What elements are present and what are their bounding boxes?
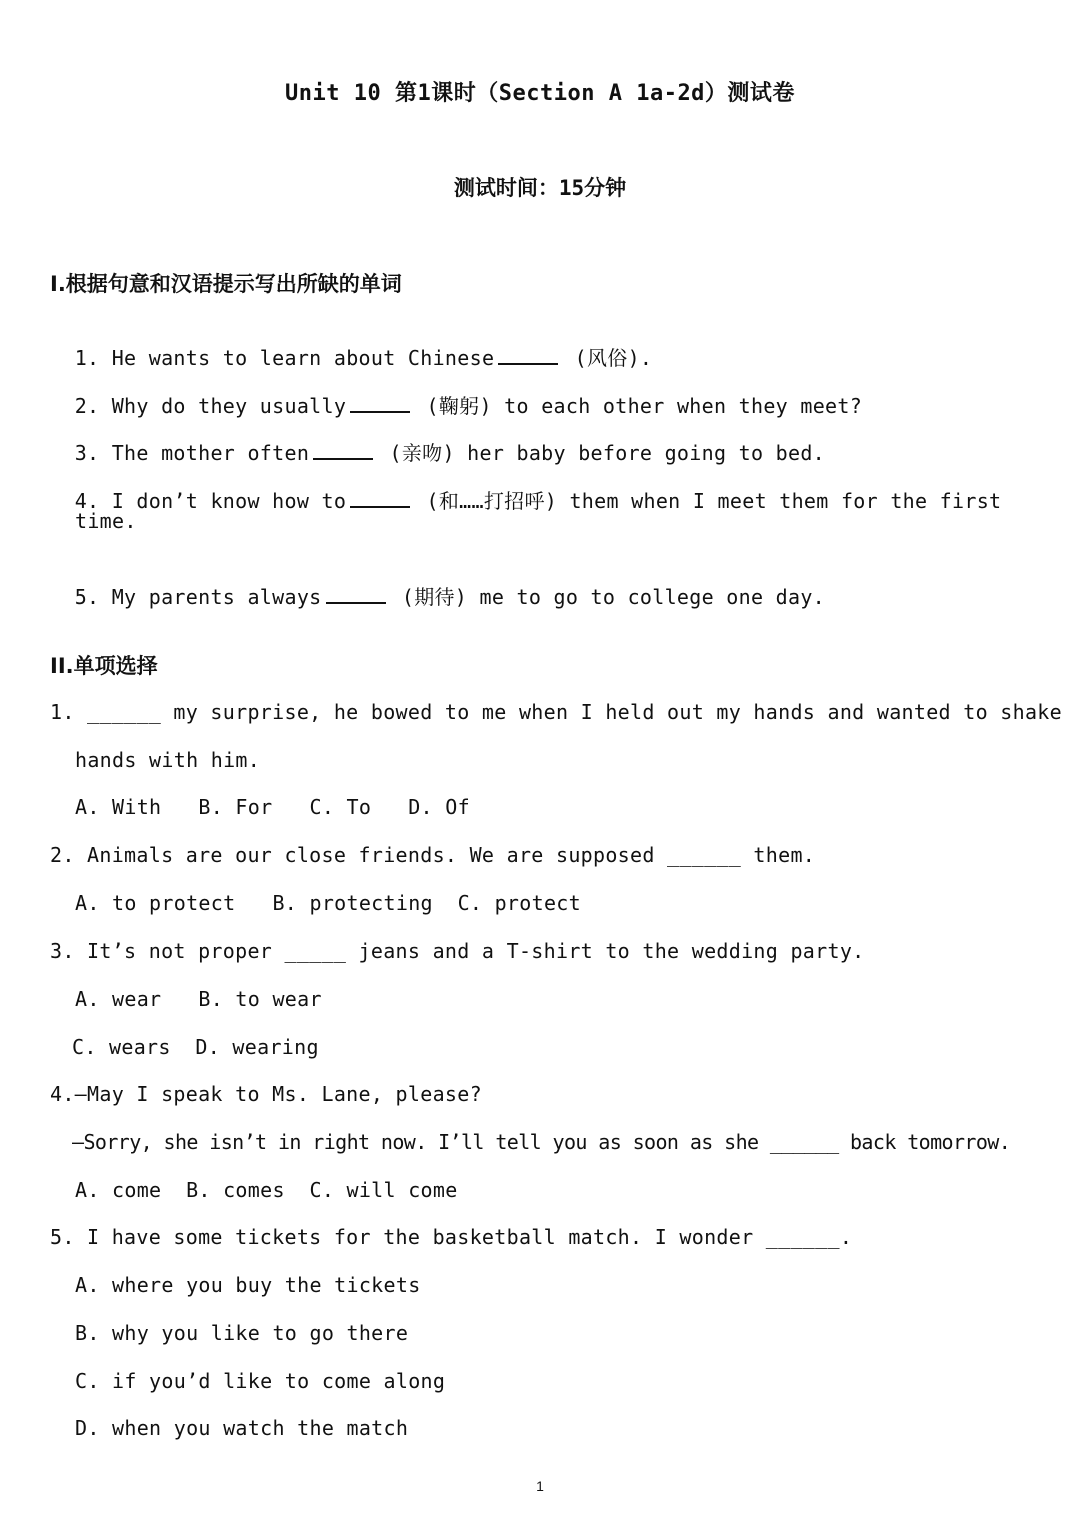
section-2-question-1-continuation: hands with him. (75, 748, 261, 772)
section-2-question-3: 3. It’s not proper _____ jeans and a T-shirt to the wedding party. (50, 939, 865, 963)
section-2-question-2: 2. Animals are our close friends. We are supposed ______ them. (50, 843, 816, 867)
section-2-question-1: 1. ______ my surprise, he bowed to me when I held out my hands and wanted to shake (50, 700, 1062, 724)
section-2-heading: II.单项选择 (50, 654, 158, 678)
question-text: 4. I don’t know how to (74, 489, 347, 513)
page-title: Unit 10 第1课时（Section A 1a-2d）测试卷 (285, 81, 795, 106)
test-time-subtitle: 测试时间：15分钟 (453, 176, 627, 200)
section-2-question-5: 5. I have some tickets for the basketball match. I wonder ______. (50, 1225, 853, 1249)
section-1-question-5 (50, 557, 825, 610)
answer-blank (498, 343, 558, 365)
section-2-question-3-options-2: C. wears D. wearing (72, 1035, 319, 1059)
section-1-question-3 (50, 413, 825, 466)
section-2-question-4-options: A. come B. comes C. will come (75, 1178, 458, 1202)
question-text: 5. My parents always (74, 585, 322, 609)
section-2-question-3-options-1: A. wear B. to wear (75, 987, 322, 1011)
section-2-question-5-option-d: D. when you watch the match (75, 1416, 409, 1440)
section-2-question-5-option-a: A. where you buy the tickets (75, 1273, 421, 1297)
question-text: (期待) me to go to college one day. (389, 585, 826, 609)
section-2-question-4: 4.—May I speak to Ms. Lane, please? (50, 1082, 482, 1106)
section-1-question-4-continuation: time. (75, 509, 137, 533)
answer-blank (350, 486, 410, 508)
question-text: 2. Why do they usually (74, 394, 347, 418)
section-1-question-4 (50, 461, 1001, 514)
section-2-question-1-options: A. With B. For C. To D. Of (75, 795, 470, 819)
answer-blank (313, 438, 373, 460)
section-1-question-1 (50, 318, 652, 371)
page-number: 1 (536, 1478, 544, 1494)
answer-blank (326, 582, 386, 604)
answer-blank (350, 391, 410, 413)
section-2-question-5-option-c: C. if you’d like to come along (75, 1369, 446, 1393)
question-text: (和……打招呼) them when I meet them for the first (414, 489, 1002, 513)
section-2-question-2-options: A. to protect B. protecting C. protect (75, 891, 581, 915)
section-1-heading: I.根据句意和汉语提示写出所缺的单词 (50, 272, 402, 296)
question-text: (鞠躬) to each other when they meet? (414, 394, 863, 418)
question-text: (亲吻) her baby before going to bed. (377, 441, 826, 465)
section-2-question-4-response: —Sorry, she isn’t in right now. I’ll tell you as soon as she ______ back tomorrow. (72, 1130, 1011, 1154)
question-text: (风俗). (562, 346, 653, 370)
question-text: 3. The mother often (74, 441, 310, 465)
question-text: 1. He wants to learn about Chinese (74, 346, 495, 370)
section-1-question-2 (50, 366, 862, 419)
section-2-question-5-option-b: B. why you like to go there (75, 1321, 409, 1345)
